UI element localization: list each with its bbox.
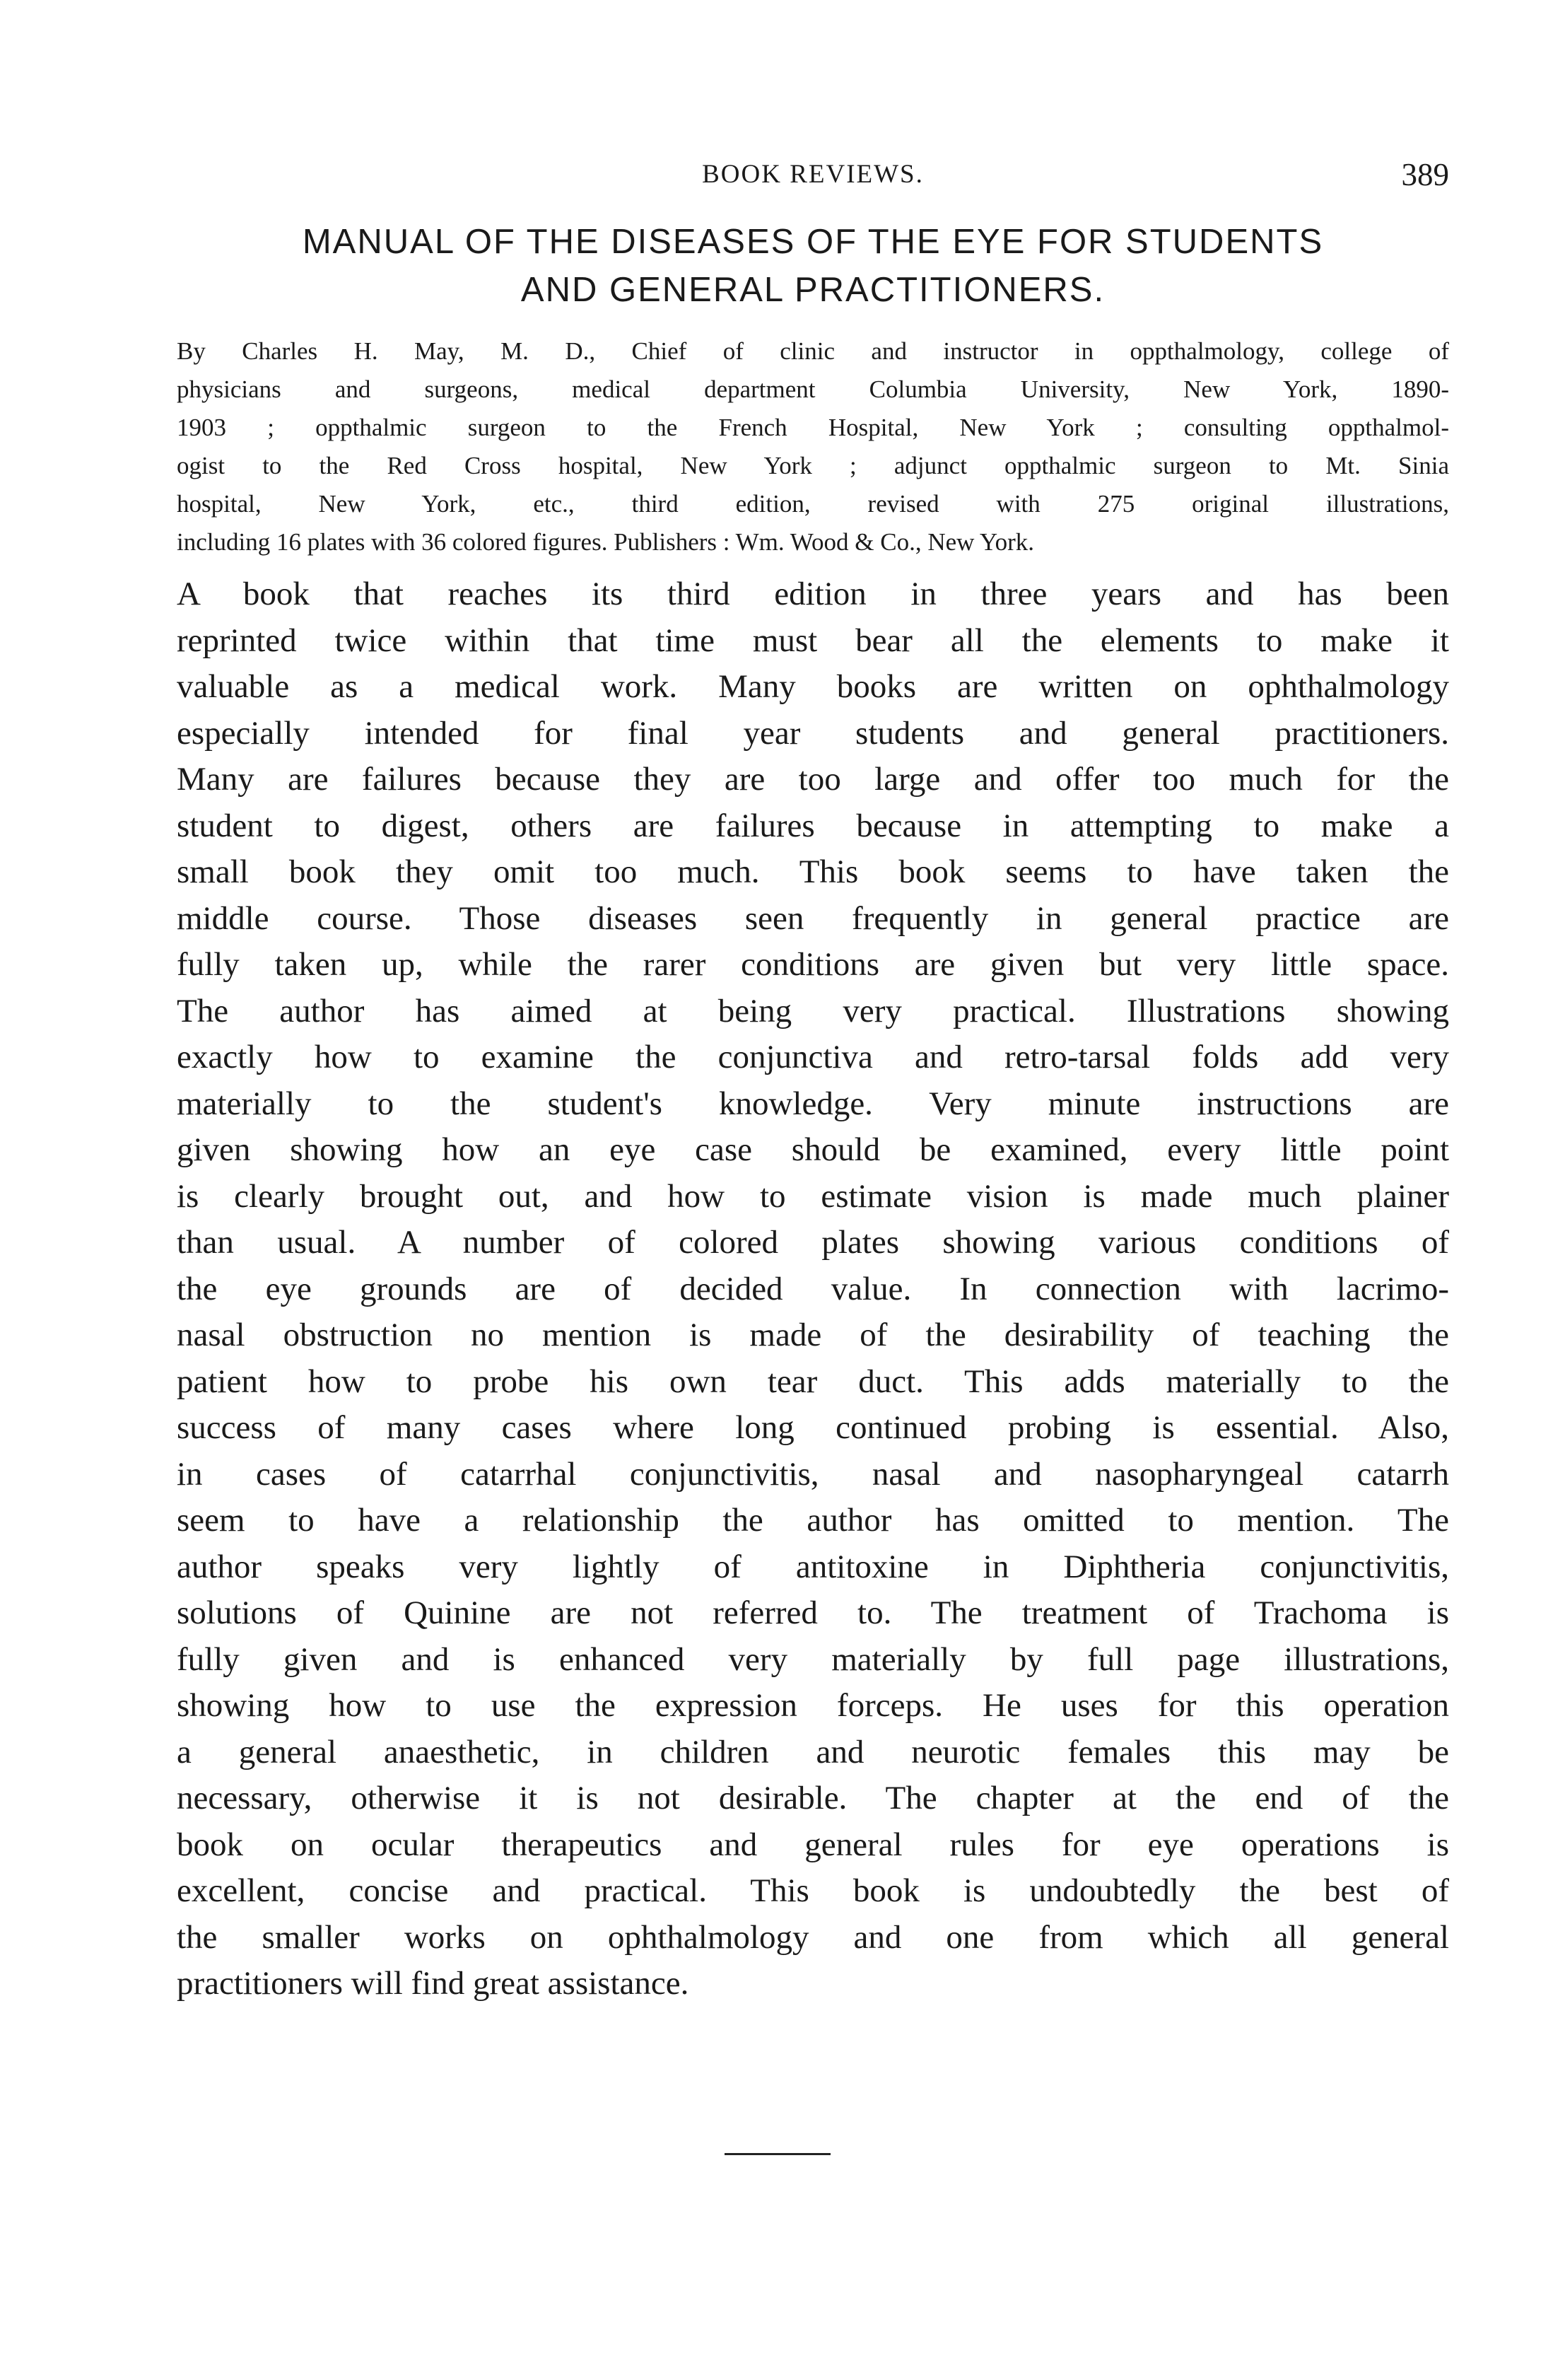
body-line: excellent, concise and practical. This book is undoubtedly the best of: [177, 1872, 1449, 1909]
body-line: especially intended for final year students and general practitioners.: [177, 714, 1449, 752]
title-line: MANUAL OF THE DISEASES OF THE EYE FOR STUDENTS: [302, 223, 1324, 261]
body-line: fully given and is enhanced very materially by full page illustrations,: [177, 1640, 1449, 1678]
article-title: [177, 218, 1449, 314]
body-line: success of many cases where long continued probing is essential. Also,: [177, 1409, 1449, 1446]
citation-line: including 16 plates with 36 colored figures. Publishers : Wm. Wood & Co., New York.: [177, 528, 1035, 556]
citation-line: physicians and surgeons, medical department Columbia University, New York, 1890-: [177, 375, 1449, 403]
body-line: A book that reaches its third edition in three years and has been: [177, 576, 1449, 612]
citation-line: ogist to the Red Cross hospital, New York ; adjunct oppthalmic surgeon to Mt. Sinia: [177, 452, 1449, 479]
body-line: is clearly brought out, and how to estimate vision is made much plainer: [177, 1177, 1449, 1215]
body-line: given showing how an eye case should be examined, every little point: [177, 1131, 1449, 1168]
body-line: valuable as a medical work. Many books are written on ophthalmology: [177, 668, 1449, 705]
body-line: a general anaesthetic, in children and neurotic females this may be: [177, 1733, 1449, 1771]
title-line: AND GENERAL PRACTITIONERS.: [520, 271, 1106, 309]
citation-line: 1903 ; oppthalmic surgeon to the French Hospital, New York ; consulting oppthalmol-: [177, 414, 1449, 441]
body-line: solutions of Quinine are not referred to. The treatment of Trachoma is: [177, 1594, 1449, 1631]
body-line: fully taken up, while the rarer conditions are given but very little space.: [177, 946, 1449, 983]
body-line: The author has aimed at being very practical. Illustrations showing: [177, 992, 1449, 1029]
body-line: necessary, otherwise it is not desirable. The chapter at the end of the: [177, 1780, 1449, 1816]
body-line: showing how to use the expression forceps. He uses for this operation: [177, 1687, 1449, 1724]
body-line: nasal obstruction no mention is made of the desirability of teaching the: [177, 1317, 1449, 1353]
body-line: the smaller works on ophthalmology and one from which all general: [177, 1918, 1449, 1956]
body-line: Many are failures because they are too large and offer too much for the: [177, 761, 1449, 798]
body-line: patient how to probe his own tear duct. This adds materially to the: [177, 1363, 1449, 1400]
body-line: small book they omit too much. This book seems to have taken the: [177, 853, 1449, 890]
body-line: reprinted twice within that time must bear all the elements to make it: [177, 622, 1449, 659]
section-divider: [725, 2153, 831, 2155]
citation-line: hospital, New York, etc., third edition, revised with 275 original illustrations,: [177, 490, 1449, 518]
running-title: BOOK REVIEWS.: [702, 160, 924, 189]
book-citation: [177, 332, 1449, 561]
body-line: exactly how to examine the conjunctiva and retro-tarsal folds add very: [177, 1039, 1449, 1075]
body-line: book on ocular therapeutics and general rules for eye operations is: [177, 1826, 1449, 1863]
body-line: in cases of catarrhal conjunctivitis, nasal and nasopharyngeal catarrh: [177, 1455, 1449, 1493]
running-head: [177, 150, 1449, 199]
body-line: author speaks very lightly of antitoxine in Diphtheria conjunctivitis,: [177, 1548, 1449, 1585]
review-body: [177, 571, 1449, 2007]
body-line: practitioners will find great assistance.: [177, 1965, 689, 2002]
citation-line: By Charles H. May, M. D., Chief of clinic and instructor in oppthalmology, college of: [177, 337, 1449, 365]
body-line: seem to have a relationship the author has omitted to mention. The: [177, 1502, 1449, 1539]
page-number: 389: [1401, 157, 1449, 192]
body-line: the eye grounds are of decided value. In connection with lacrimo-: [177, 1270, 1449, 1307]
body-line: materially to the student's knowledge. Very minute instructions are: [177, 1085, 1449, 1122]
body-line: student to digest, others are failures because in attempting to make a: [177, 807, 1449, 844]
body-line: middle course. Those diseases seen frequently in general practice are: [177, 899, 1449, 937]
body-line: than usual. A number of colored plates showing various conditions of: [177, 1224, 1449, 1261]
